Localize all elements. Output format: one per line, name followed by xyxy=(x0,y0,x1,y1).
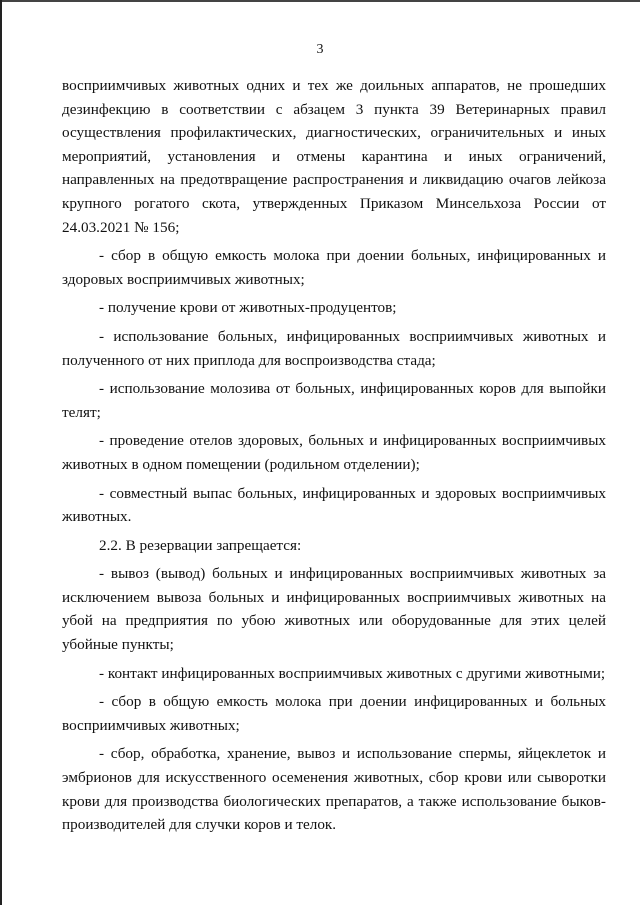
paragraph-continuation: восприимчивых животных одних и тех же доильных аппаратов, не прошедших дезинфекцию в соответствии с абзацем 3 пункта 39 Ветеринарных правил осуществления профилактических, диагностических, ограничительных и иных мероприятий, установления и отмены карантина и иных ограничений, направленных на предотвращение распространения и ликвидацию очагов лейкоза крупного рогатого скота, утвержденных Приказом Минсельхоза России от 24.03.2021 № 156; xyxy=(62,77,606,236)
list-item-milk-infected: - сбор в общую емкость молока при доении инфицированных и больных восприимчивых животных; xyxy=(62,693,606,734)
list-item-herd-reproduction: - использование больных, инфицированных восприимчивых животных и полученного от них приплода для воспроизводства стада; xyxy=(62,327,606,369)
list-item-calving: - проведение отелов здоровых, больных и инфицированных восприимчивых животных в одном помещении (родильном отделении); xyxy=(62,432,606,473)
list-item-sperm-embryos: - сбор, обработка, хранение, вывоз и использование спермы, яйцеклеток и эмбрионов для искусственного осеменения животных, сбор крови или сыворотки крови для производства биологических препаратов, а также использование быков-производителей для случки коров и телок. xyxy=(62,745,606,834)
list-item-contact: - контакт инфицированных восприимчивых животных с другими животными; xyxy=(99,664,606,682)
document-body xyxy=(62,74,606,842)
list-item-colostrum: - использование молозива от больных, инфицированных коров для выпойки телят; xyxy=(62,380,606,421)
list-item-blood-from-producers: - получение крови от животных-продуцентов; xyxy=(99,299,397,317)
list-item-milk-collection: - сбор в общую емкость молока при доении больных, инфицированных и здоровых восприимчивых животных; xyxy=(62,247,606,288)
section-heading-2-2: 2.2. В резервации запрещается: xyxy=(99,536,302,554)
page-number: 3 xyxy=(316,42,324,57)
list-item-joint-grazing: - совместный выпас больных, инфицированных и здоровых восприимчивых животных. xyxy=(62,484,606,526)
scan-edge-left xyxy=(0,0,2,905)
scan-edge-top xyxy=(0,0,640,2)
list-item-export-animals: - вывоз (вывод) больных и инфицированных восприимчивых животных за исключением вывоза больных и инфицированных восприимчивых животных на убой на предприятия по убою животных или оборудованные для этих целей убойные пункты; xyxy=(62,565,606,654)
